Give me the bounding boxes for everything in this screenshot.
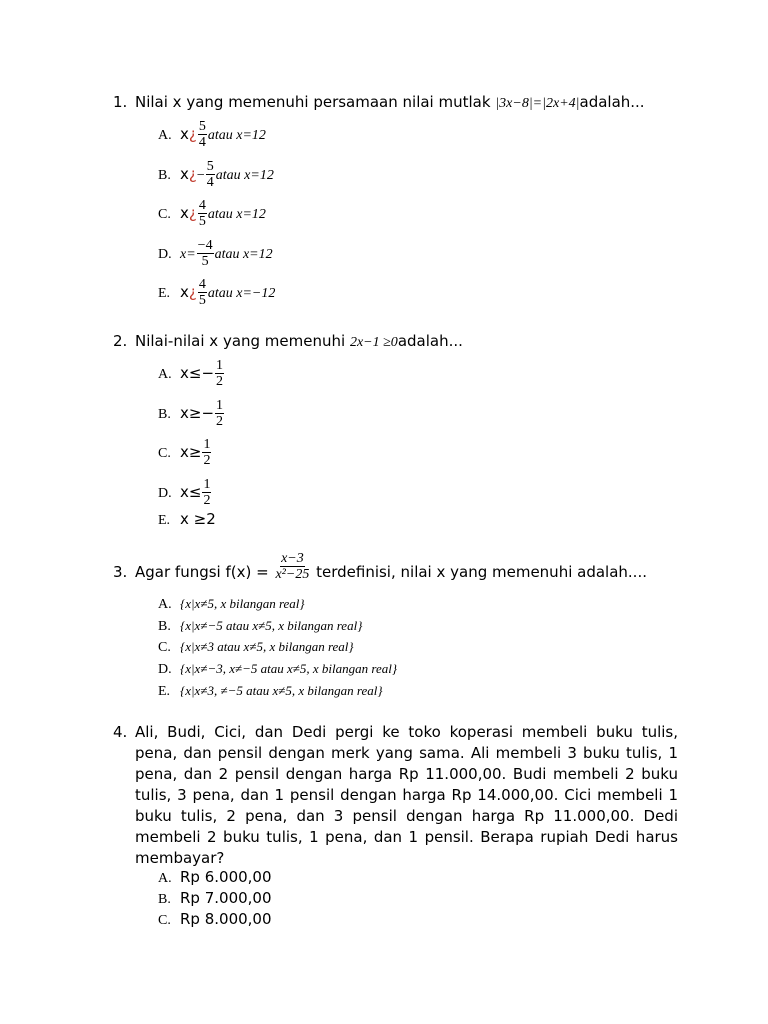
option-1a[interactable]: A. x¿ $\frac{5}{4}$ atau x=12 (158, 119, 266, 150)
option-4a[interactable]: A. Rp 6.000,00 (158, 868, 272, 886)
option-2d[interactable]: D. x≤ $\frac{1}{2}$ (158, 477, 211, 508)
option-3a[interactable]: A. {x|x≠5, x bilangan real} (158, 596, 305, 612)
fraction: $\frac{1}{2}$ (216, 398, 224, 429)
question-number: 1. (113, 93, 128, 111)
fraction: $\frac{1}{2}$ (203, 437, 211, 468)
option-3b[interactable]: B. {x|x≠−5 atau x≠5, x bilangan real} (158, 618, 363, 634)
option-3d[interactable]: D. {x|x≠−3, x≠−5 atau x≠5, x bilangan real} (158, 661, 398, 677)
option-2a[interactable]: A. x≤− $\frac{1}{2}$ (158, 358, 224, 389)
option-2c[interactable]: C. x≥ $\frac{1}{2}$ (158, 437, 211, 468)
fraction: $\frac{4}{5}$ (198, 277, 206, 308)
question-number: 4. (113, 723, 128, 741)
question-text: Agar fungsi f(x) = $\frac{x-3}{\text{x²−25}}$ terdefinisi, nilai x yang memenuhi adalah.... (135, 551, 647, 582)
option-3e[interactable]: E. {x|x≠3, ≠−5 atau x≠5, x bilangan real} (158, 683, 383, 699)
fraction: $\frac{x-3}{\text{x²−25}}$ (275, 551, 310, 582)
fraction: $\frac{1}{2}$ (203, 477, 211, 508)
option-1c[interactable]: C. x¿ $\frac{4}{5}$ atau x=12 (158, 198, 266, 229)
question-2 (113, 331, 678, 353)
question-text: Nilai-nilai x yang memenuhi 2x−1 ≥0adalah... (135, 332, 463, 350)
option-2e[interactable]: E. x ≥2 (158, 510, 216, 528)
fraction: $\frac{-4}{5}$ (197, 238, 213, 269)
question-3 (113, 551, 678, 583)
question-number: 2. (113, 332, 128, 350)
option-4c[interactable]: C. Rp 8.000,00 (158, 910, 272, 928)
option-1e[interactable]: E. x¿ $\frac{4}{5}$ atau x=−12 (158, 277, 276, 308)
option-3c[interactable]: C. {x|x≠3 atau x≠5, x bilangan real} (158, 639, 354, 655)
fraction: $\frac{5}{4}$ (198, 119, 206, 150)
option-4b[interactable]: B. Rp 7.000,00 (158, 889, 272, 907)
question-number: 3. (113, 563, 128, 581)
question-text: Nilai x yang memenuhi persamaan nilai mutlak |3x−8|=|2x+4|adalah... (135, 93, 645, 111)
question-4 (113, 722, 678, 869)
fraction: $\frac{4}{5}$ (198, 198, 206, 229)
math-expression: |3x−8|=|2x+4| (495, 96, 580, 111)
question-1 (113, 92, 678, 114)
question-text: Ali, Budi, Cici, dan Dedi pergi ke toko koperasi membeli buku tulis, pena, dan pensil dengan merk yang sama. Ali membeli 3 buku tulis, 1 pena, dan 2 pensil dengan harga Rp 11.000,00. Budi membeli 2 buku tulis, 3 pena, dan 1 pensil dengan harga Rp 14.000,00. Cici membeli 1 buku tulis, 2 pena, dan 3 pensil dengan harga Rp 11.000,00. Dedi membeli 2 buku tulis, 1 pena, dan 1 pensil. Berapa rupiah Dedi harus membayar? (135, 723, 678, 867)
math-expression: 2x−1 ≥0 (349, 335, 398, 350)
option-1b[interactable]: B. x¿− $\frac{5}{4}$ atau x=12 (158, 159, 274, 190)
fraction: $\frac{1}{2}$ (216, 358, 224, 389)
option-1d[interactable]: D. x= $\frac{-4}{5}$ atau x=12 (158, 238, 273, 269)
fraction: $\frac{5}{4}$ (206, 159, 214, 190)
option-2b[interactable]: B. x≥− $\frac{1}{2}$ (158, 398, 224, 429)
